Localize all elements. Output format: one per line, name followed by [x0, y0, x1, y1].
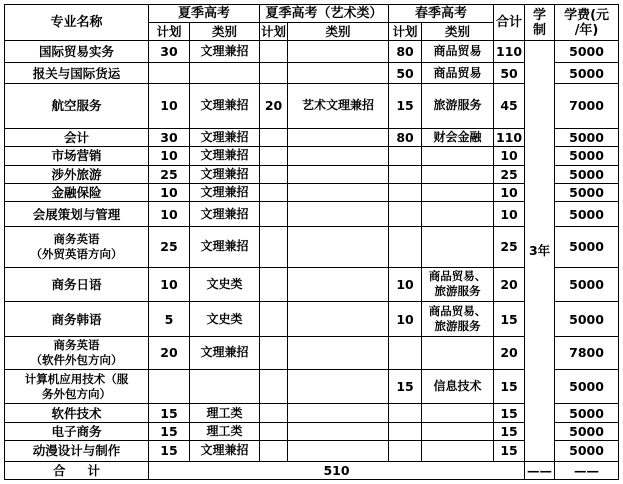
art-plan	[260, 369, 288, 404]
summer-plan: 5	[149, 302, 190, 337]
summer-category: 理工类	[190, 422, 260, 440]
summer-plan: 30	[149, 128, 190, 146]
major-name-line: 航空服务	[51, 98, 102, 114]
spring-category	[422, 83, 494, 128]
art-plan	[260, 302, 288, 337]
row-total: 110	[494, 41, 525, 63]
major-name	[5, 302, 149, 337]
summer-plan	[149, 63, 190, 83]
major-name-line: 涉外旅游	[51, 166, 102, 182]
spring-category	[422, 441, 494, 461]
major-name-line: 计算机应用技术（服	[24, 371, 129, 386]
spring-category	[422, 369, 494, 404]
header-tuition-line1: 学费(元	[564, 7, 610, 23]
spring-plan: 50	[389, 63, 422, 83]
header-summer: 夏季高考	[149, 5, 260, 23]
row-total: 45	[494, 83, 525, 128]
major-name	[5, 369, 149, 404]
tuition-fee: 5000	[555, 63, 619, 83]
row-total: 15	[494, 369, 525, 404]
spring-plan: 80	[389, 41, 422, 63]
spring-plan	[389, 441, 422, 461]
tuition-fee: 5000	[555, 302, 619, 337]
art-category	[288, 441, 389, 461]
tuition-fee: 5000	[555, 128, 619, 146]
art-category	[288, 41, 389, 63]
art-plan	[260, 422, 288, 440]
art-plan: 20	[260, 83, 288, 128]
summer-category: 理工类	[190, 404, 260, 422]
major-name-line: 金融保险	[51, 185, 102, 201]
art-category: 艺术文理兼招	[288, 83, 389, 128]
art-plan	[260, 404, 288, 422]
summer-plan: 10	[149, 147, 190, 165]
summer-category: 文理兼招	[190, 165, 260, 183]
art-plan	[260, 441, 288, 461]
art-category	[288, 128, 389, 146]
spring-category-line: 商品贸易、	[428, 269, 487, 284]
spring-category	[422, 183, 494, 201]
spring-plan	[389, 337, 422, 370]
summer-category: 文理兼招	[190, 83, 260, 128]
major-name	[5, 63, 149, 83]
major-name-line: 商务韩语	[51, 311, 102, 327]
tuition-fee: 5000	[555, 41, 619, 63]
spring-category	[422, 267, 494, 302]
spring-category-line: 财会金融	[433, 129, 482, 144]
art-plan	[260, 183, 288, 201]
spring-plan	[389, 165, 422, 183]
summer-plan	[149, 369, 190, 404]
major-name	[5, 83, 149, 128]
row-total: 50	[494, 63, 525, 83]
summer-category: 文理兼招	[190, 441, 260, 461]
summer-plan: 15	[149, 422, 190, 440]
major-name	[5, 202, 149, 227]
art-category	[288, 422, 389, 440]
major-name-line: 报关与国际货运	[32, 65, 121, 81]
spring-category	[422, 165, 494, 183]
art-plan	[260, 128, 288, 146]
header-tuition-line2: /年)	[574, 22, 599, 38]
summer-plan: 15	[149, 404, 190, 422]
header-duration	[525, 5, 555, 41]
art-plan	[260, 41, 288, 63]
tuition-fee: 5000	[555, 165, 619, 183]
tuition-fee: 5000	[555, 404, 619, 422]
summer-category: 文理兼招	[190, 147, 260, 165]
art-category	[288, 147, 389, 165]
major-name-line: 商务日语	[51, 276, 102, 292]
spring-plan: 10	[389, 302, 422, 337]
header-summer-category: 类别	[190, 23, 260, 41]
spring-category-line: 商品贸易、	[428, 304, 487, 319]
summer-category: 文理兼招	[190, 41, 260, 63]
major-name-line: 电子商务	[51, 423, 102, 439]
table-row	[5, 41, 619, 63]
major-name	[5, 441, 149, 461]
major-name	[5, 183, 149, 201]
row-total: 15	[494, 422, 525, 440]
major-name	[5, 422, 149, 440]
header-duration-line2: 制	[533, 22, 547, 38]
major-name	[5, 147, 149, 165]
tuition-fee: 5000	[555, 147, 619, 165]
spring-category	[422, 404, 494, 422]
major-name-line: 务外包方向）	[42, 386, 111, 401]
summer-plan: 15	[149, 441, 190, 461]
footer-duration: ——	[525, 461, 555, 479]
tuition-fee: 5000	[555, 369, 619, 404]
major-name	[5, 128, 149, 146]
spring-plan: 10	[389, 267, 422, 302]
art-category	[288, 183, 389, 201]
tuition-fee: 5000	[555, 226, 619, 267]
major-name-line: 市场营销	[51, 148, 102, 164]
tuition-fee: 5000	[555, 441, 619, 461]
art-category	[288, 226, 389, 267]
footer-sum: 510	[149, 461, 525, 479]
header-spring-plan: 计划	[389, 23, 422, 41]
header-summer-plan: 计划	[149, 23, 190, 41]
spring-category	[422, 422, 494, 440]
table-body	[5, 41, 619, 480]
spring-category	[422, 128, 494, 146]
tuition-fee: 5000	[555, 202, 619, 227]
spring-category-line: 商品贸易	[433, 65, 482, 80]
duration-value: 3年	[525, 41, 555, 462]
art-plan	[260, 202, 288, 227]
art-category	[288, 337, 389, 370]
summer-category: 文史类	[190, 302, 260, 337]
summer-category	[190, 63, 260, 83]
major-name	[5, 337, 149, 370]
spring-category	[422, 202, 494, 227]
summer-plan: 10	[149, 202, 190, 227]
art-category	[288, 369, 389, 404]
spring-category-line: 旅游服务	[433, 98, 482, 113]
footer-fee: ——	[555, 461, 619, 479]
major-name-line: 软件技术	[51, 405, 102, 421]
art-plan	[260, 337, 288, 370]
footer-total-label: 合计	[5, 461, 149, 479]
art-category	[288, 267, 389, 302]
spring-category	[422, 302, 494, 337]
summer-plan: 10	[149, 267, 190, 302]
summer-plan: 25	[149, 165, 190, 183]
art-plan	[260, 267, 288, 302]
summer-category: 文理兼招	[190, 128, 260, 146]
summer-category: 文理兼招	[190, 337, 260, 370]
row-total: 10	[494, 183, 525, 201]
major-name-line: 商务英语	[53, 337, 100, 352]
art-category	[288, 404, 389, 422]
major-name	[5, 226, 149, 267]
row-total: 110	[494, 128, 525, 146]
spring-plan	[389, 422, 422, 440]
tuition-fee: 5000	[555, 267, 619, 302]
header-summer-art: 夏季高考（艺术类）	[260, 5, 389, 23]
summer-plan: 30	[149, 41, 190, 63]
spring-plan: 80	[389, 128, 422, 146]
major-name-line: 商务英语	[53, 231, 100, 246]
summer-plan: 25	[149, 226, 190, 267]
row-total: 15	[494, 441, 525, 461]
summer-category: 文史类	[190, 267, 260, 302]
major-name	[5, 267, 149, 302]
major-name-line: （外贸英语方向）	[30, 246, 123, 261]
spring-category-line: 旅游服务	[434, 319, 481, 334]
spring-category	[422, 226, 494, 267]
row-total: 10	[494, 147, 525, 165]
header-tuition	[555, 5, 619, 41]
header-duration-line1: 学	[533, 7, 547, 23]
tuition-fee: 5000	[555, 422, 619, 440]
art-category	[288, 165, 389, 183]
art-category	[288, 302, 389, 337]
tuition-fee: 7800	[555, 337, 619, 370]
major-name	[5, 41, 149, 63]
header-row-1	[5, 5, 619, 23]
art-plan	[260, 165, 288, 183]
spring-plan	[389, 202, 422, 227]
major-name-line: 会展策划与管理	[32, 206, 121, 222]
major-name-line: 会计	[63, 129, 89, 145]
spring-plan	[389, 404, 422, 422]
spring-plan	[389, 183, 422, 201]
header-art-category: 类别	[288, 23, 389, 41]
art-plan	[260, 63, 288, 83]
summer-plan: 10	[149, 183, 190, 201]
row-total: 20	[494, 267, 525, 302]
summer-category: 文理兼招	[190, 226, 260, 267]
major-name-line: 国际贸易实务	[38, 44, 114, 60]
tuition-fee: 5000	[555, 183, 619, 201]
art-plan	[260, 147, 288, 165]
enrollment-plan-table	[4, 4, 619, 480]
spring-plan: 15	[389, 369, 422, 404]
tuition-fee: 7000	[555, 83, 619, 128]
spring-plan	[389, 147, 422, 165]
row-total: 15	[494, 404, 525, 422]
spring-category-line: 商品贸易	[433, 44, 482, 59]
spring-category	[422, 337, 494, 370]
spring-plan: 15	[389, 83, 422, 128]
spring-category	[422, 63, 494, 83]
spring-category	[422, 41, 494, 63]
spring-category	[422, 147, 494, 165]
row-total: 15	[494, 302, 525, 337]
summer-plan: 20	[149, 337, 190, 370]
footer-row	[5, 461, 619, 479]
art-category	[288, 202, 389, 227]
summer-plan: 10	[149, 83, 190, 128]
summer-category: 文理兼招	[190, 202, 260, 227]
row-total: 10	[494, 202, 525, 227]
major-name-line: （软件外包方向）	[30, 352, 123, 367]
row-total: 25	[494, 226, 525, 267]
summer-category	[190, 369, 260, 404]
major-name	[5, 404, 149, 422]
art-plan	[260, 226, 288, 267]
spring-plan	[389, 226, 422, 267]
header-major: 专业名称	[5, 5, 149, 41]
spring-category-line: 信息技术	[433, 379, 482, 393]
art-category	[288, 63, 389, 83]
spring-category-line: 旅游服务	[434, 284, 481, 299]
summer-category: 文理兼招	[190, 183, 260, 201]
header-art-plan: 计划	[261, 24, 287, 39]
header-total: 合计	[494, 5, 525, 41]
major-name-line: 动漫设计与制作	[32, 443, 121, 459]
header-spring-category: 类别	[422, 23, 494, 41]
row-total: 20	[494, 337, 525, 370]
header-spring: 春季高考	[389, 5, 494, 23]
row-total: 25	[494, 165, 525, 183]
major-name	[5, 165, 149, 183]
